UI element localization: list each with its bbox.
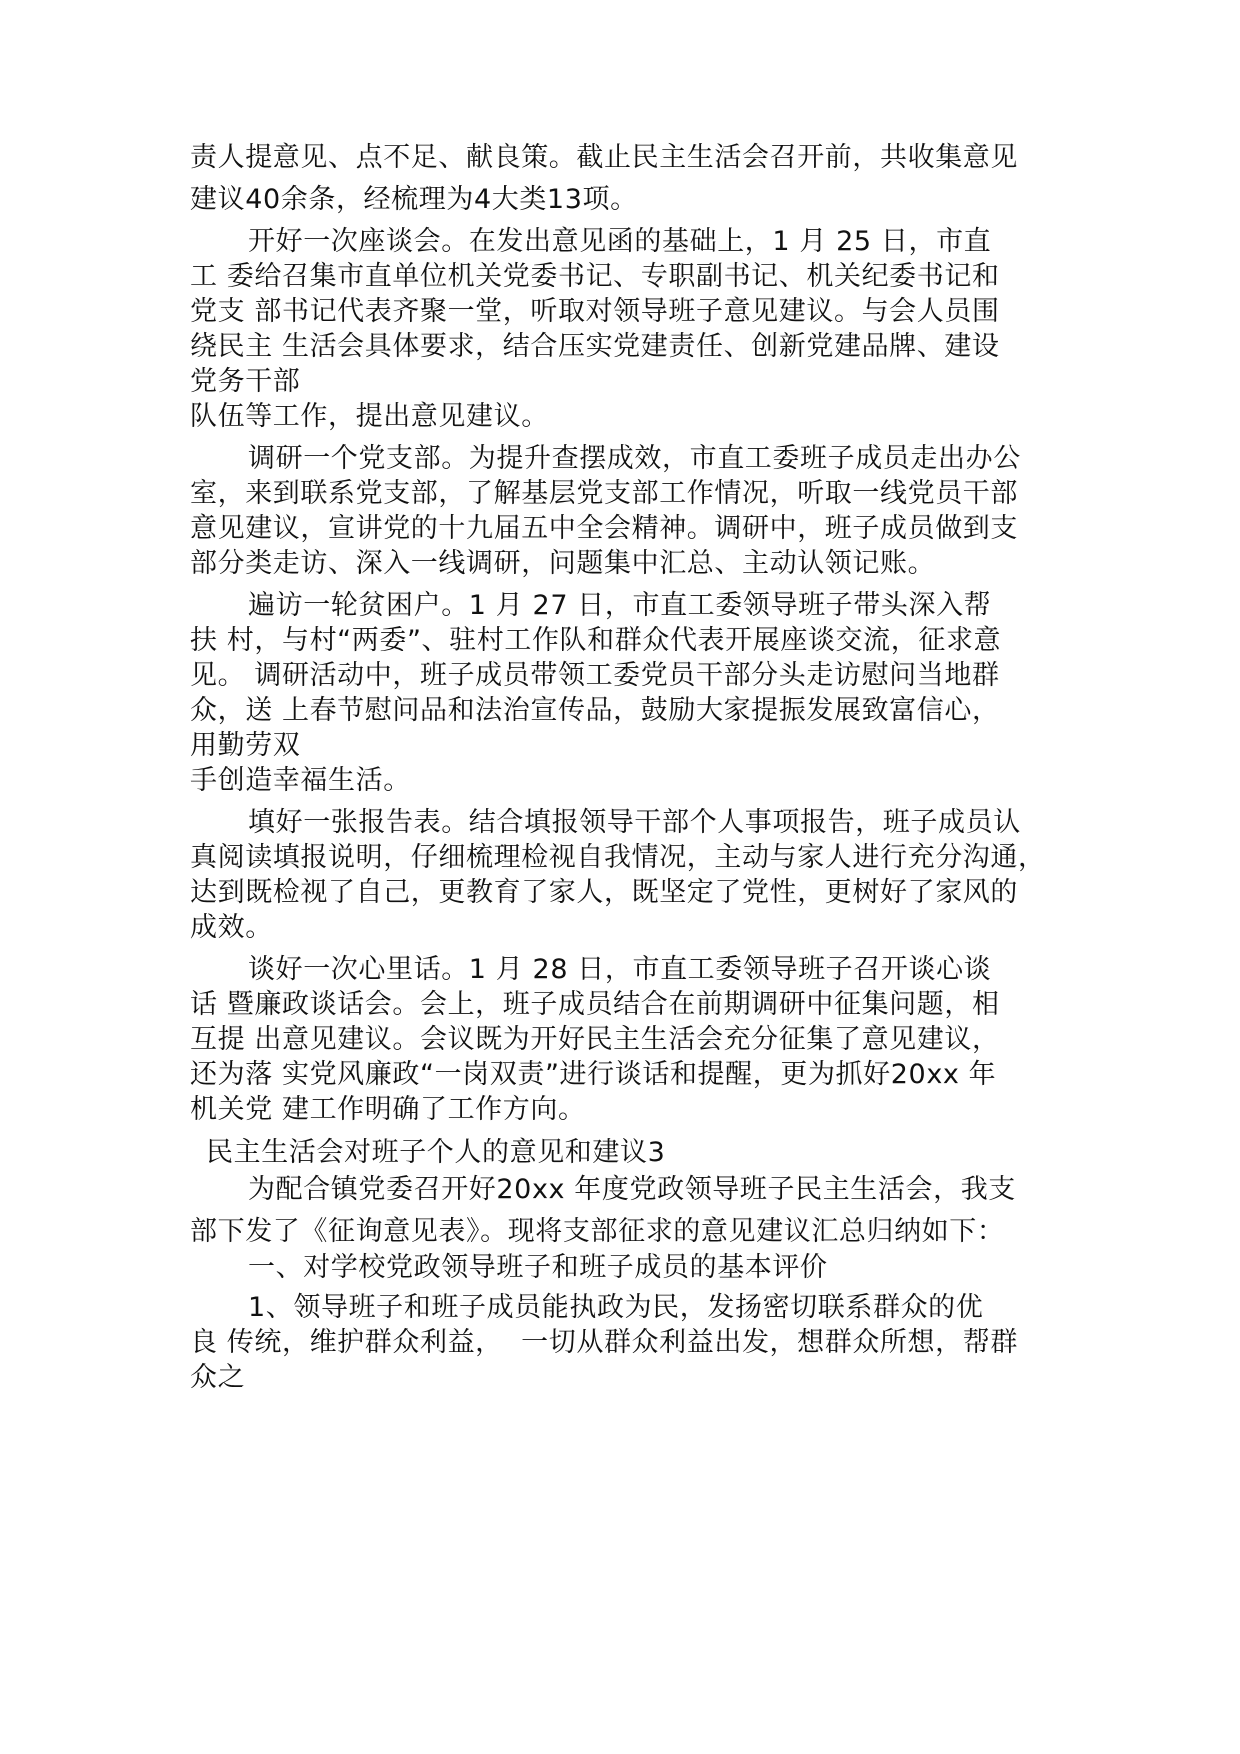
text-line: 扶 村，与村“两委”、驻村工作队和群众代表开展座谈交流，征求意 — [190, 625, 1002, 656]
paragraph-start-line: 开好一次座谈会。在发出意见函的基础上，1 月 25 日，市直 — [248, 226, 992, 257]
text-line: 手创造幸福生活。 — [190, 765, 411, 796]
text-line: 责人提意见、点不足、献良策。截止民主生活会召开前，共收集意见 — [190, 142, 1018, 173]
paragraph-start-line: 为配合镇党委召开好20xx 年度党政领导班子民主生活会，我支 — [248, 1174, 1016, 1205]
text-line: 真阅读填报说明，仔细梳理检视自我情况，主动与家人进行充分沟通， — [190, 842, 1046, 873]
text-line: 室，来到联系党支部，了解基层党支部工作情况，听取一线党员干部 — [190, 478, 1018, 509]
text-line: 众，送 上春节慰问品和法治宣传品，鼓励大家提振发展致富信心， — [190, 695, 1000, 726]
text-line: 党支 部书记代表齐聚一堂，听取对领导班子意见建议。与会人员围 — [190, 296, 1000, 327]
text-line: 建议40余条，经梳理为4大类13项。 — [190, 184, 638, 215]
text-line: 良 传统，维护群众利益， 一切从群众利益出发，想群众所想，帮群 — [190, 1327, 1018, 1358]
paragraph-start-line: 遍访一轮贫困户。1 月 27 日，市直工委领导班子带头深入帮 — [248, 590, 992, 621]
text-line: 互提 出意见建议。会议既为开好民主生活会充分征集了意见建议， — [190, 1024, 1000, 1055]
section-heading: 民主生活会对班子个人的意见和建议3 — [206, 1137, 666, 1168]
text-line: 队伍等工作，提出意见建议。 — [190, 401, 549, 432]
text-line: 机关党 建工作明确了工作方向。 — [190, 1094, 586, 1125]
paragraph-start-line: 谈好一次心里话。1 月 28 日，市直工委领导班子召开谈心谈 — [248, 954, 992, 985]
text-line: 众之 — [190, 1362, 246, 1393]
text-line: 话 暨廉政谈话会。会上，班子成员结合在前期调研中征集问题，相 — [190, 989, 1000, 1020]
text-line: 见。 调研活动中，班子成员带领工委党员干部分头走访慰问当地群 — [190, 660, 1000, 691]
text-line: 达到既检视了自己，更教育了家人，既坚定了党性，更树好了家风的 — [190, 877, 1018, 908]
text-line: 成效。 — [190, 912, 273, 943]
paragraph-start-line: 1、领导班子和班子成员能执政为民，发扬密切联系群众的优 — [248, 1292, 984, 1323]
text-line: 工 委给召集市直单位机关党委书记、专职副书记、机关纪委书记和 — [190, 261, 1000, 292]
paragraph-start-line: 调研一个党支部。为提升查摆成效，市直工委班子成员走出办公 — [248, 443, 1021, 474]
text-line: 用勤劳双 — [190, 730, 301, 761]
text-line: 部分类走访、深入一线调研，问题集中汇总、主动认领记账。 — [190, 548, 936, 579]
subheading-line: 一、对学校党政领导班子和班子成员的基本评价 — [248, 1252, 828, 1283]
text-line: 意见建议，宣讲党的十九届五中全会精神。调研中，班子成员做到支 — [190, 513, 1018, 544]
text-line: 还为落 实党风廉政“一岗双责”进行谈话和提醒，更为抓好20xx 年 — [190, 1059, 997, 1090]
text-line: 绕民主 生活会具体要求，结合压实党建责任、创新党建品牌、建设 — [190, 331, 1000, 362]
text-line: 部下发了《征询意见表》。现将支部征求的意见建议汇总归纳如下： — [190, 1216, 1005, 1247]
text-line: 党务干部 — [190, 366, 301, 397]
paragraph-start-line: 填好一张报告表。结合填报领导干部个人事项报告，班子成员认 — [248, 807, 1021, 838]
